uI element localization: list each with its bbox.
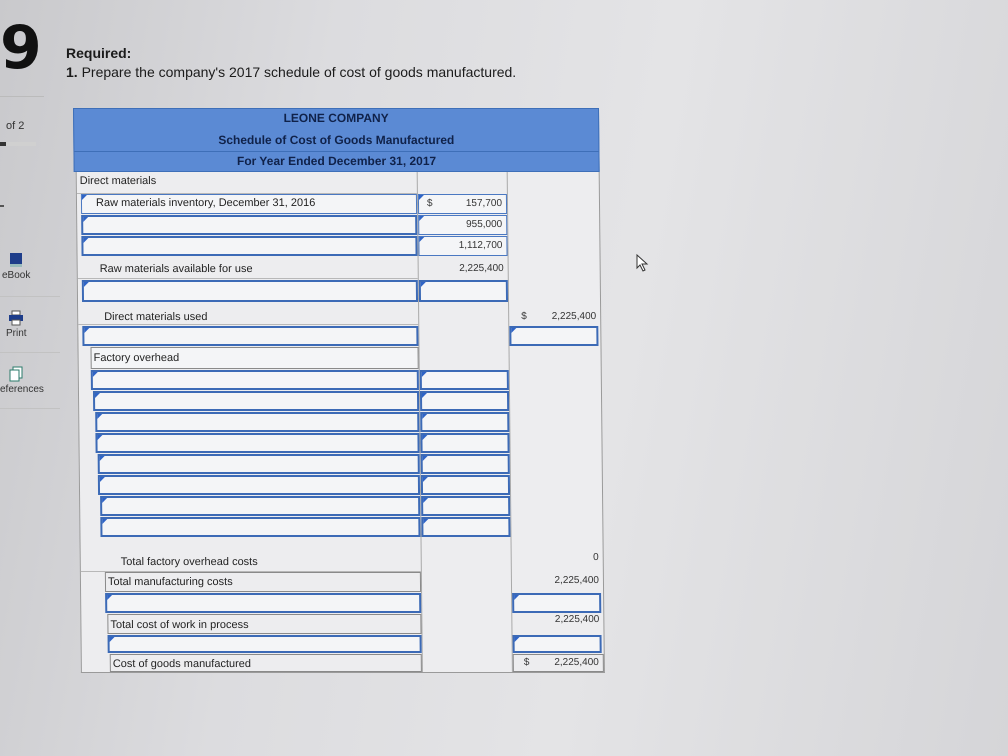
purchases-amount-field[interactable] (418, 215, 507, 235)
ebook-button[interactable] (0, 252, 60, 281)
schedule-body (76, 172, 605, 673)
table-row (79, 391, 601, 411)
required-item-text: Prepare the company's 2017 schedule of cost of goods manufactured. (81, 64, 517, 80)
subtotal-amount-field[interactable] (418, 236, 507, 256)
table-row (78, 326, 600, 346)
factory-overhead-label: Factory overhead (93, 352, 180, 364)
ebook-label: eBook (2, 270, 31, 281)
currency-sign: $ (521, 311, 527, 322)
purchases-label-field[interactable] (81, 215, 417, 235)
purchases-value: 955,000 (466, 219, 503, 230)
total-overhead-amount (512, 538, 603, 572)
overhead-item-label-field[interactable] (91, 370, 419, 390)
table-row (80, 496, 602, 516)
ending-wip-amount-field[interactable] (513, 635, 602, 653)
table-row (80, 517, 602, 537)
cogm-label-field (110, 654, 422, 672)
rail-marker (0, 205, 4, 207)
total-overhead-value: 0 (593, 552, 599, 563)
references-label: eferences (0, 384, 44, 395)
schedule-period: For Year Ended December 31, 2017 (236, 154, 437, 168)
print-label: Print (6, 328, 27, 339)
ending-rm-label-field[interactable] (82, 280, 418, 302)
mouse-cursor-icon (636, 254, 650, 272)
total-wip-label-field (107, 614, 421, 634)
table-row (82, 654, 604, 672)
table-row (81, 593, 603, 613)
table-row (82, 635, 604, 653)
overhead-item-label-field[interactable] (95, 433, 419, 453)
rm-inventory-amount-field[interactable] (418, 194, 507, 214)
ebook-icon (8, 252, 24, 268)
currency-sign: $ (523, 657, 530, 668)
total-mfg-label: Total manufacturing costs (107, 576, 233, 588)
total-overhead-label: Total factory overhead costs (120, 556, 258, 568)
rm-inventory-label-field[interactable] (81, 194, 417, 214)
total-mfg-label-field (105, 572, 421, 592)
progress-bar (0, 142, 36, 146)
direct-labor-label-field[interactable] (82, 326, 418, 346)
overhead-item-amount-field[interactable] (421, 496, 510, 516)
cogm-schedule (73, 108, 605, 672)
table-row (78, 257, 600, 279)
overhead-item-label-field[interactable] (100, 496, 420, 516)
total-mfg-value: 2,225,400 (554, 575, 600, 586)
required-item (66, 64, 516, 80)
question-number: 9 (0, 13, 42, 83)
overhead-item-amount-field[interactable] (420, 433, 509, 453)
table-row (79, 347, 601, 369)
overhead-item-amount-field[interactable] (420, 412, 509, 432)
table-row (80, 475, 602, 495)
cogm-value: 2,225,400 (554, 657, 599, 668)
rm-inventory-value: 157,700 (465, 198, 503, 209)
overhead-item-label-field[interactable] (95, 412, 419, 432)
print-button[interactable] (0, 310, 60, 339)
table-row (79, 433, 601, 453)
subtotal-label-field[interactable] (81, 236, 417, 256)
overhead-item-label-field[interactable] (98, 475, 420, 495)
table-row (79, 370, 601, 390)
label-cell (77, 172, 417, 194)
total-wip-amount (512, 614, 603, 634)
rail-divider (0, 96, 44, 97)
table-row (77, 194, 599, 214)
overhead-item-label-field[interactable] (93, 391, 419, 411)
table-row (77, 236, 599, 256)
page-indicator: of 2 (6, 120, 25, 132)
dm-used-amount (509, 303, 600, 325)
rm-available-value: 2,225,400 (459, 263, 504, 274)
required-heading: Required: (66, 45, 132, 61)
label-cell (78, 303, 418, 325)
overhead-item-label-field[interactable] (98, 454, 420, 474)
beginning-wip-amount-field[interactable] (512, 593, 601, 613)
rail-divider (0, 296, 60, 297)
table-row (81, 614, 603, 634)
dm-used-value: 2,225,400 (551, 311, 597, 322)
total-mfg-amount (512, 572, 603, 592)
label-cell (81, 538, 421, 572)
overhead-item-amount-field[interactable] (420, 391, 509, 411)
schedule-title: Schedule of Cost of Goods Manufactured (218, 133, 455, 147)
company-name: LEONE COMPANY (283, 111, 389, 125)
rm-inventory-label: Raw materials inventory, December 31, 2016 (95, 197, 316, 209)
dm-used-label: Direct materials used (104, 311, 208, 323)
table-row (81, 572, 603, 592)
references-icon (8, 366, 24, 382)
overhead-item-amount-field[interactable] (420, 370, 509, 390)
table-row (77, 172, 599, 194)
total-wip-value: 2,225,400 (554, 614, 600, 625)
beginning-wip-label-field[interactable] (105, 593, 421, 613)
table-row (80, 454, 602, 474)
direct-materials-label: Direct materials (79, 175, 157, 187)
overhead-item-amount-field[interactable] (421, 454, 510, 474)
references-button[interactable] (0, 366, 60, 395)
rm-available-amount (419, 257, 508, 279)
subtotal-value: 1,112,700 (458, 240, 503, 251)
rail-divider (0, 352, 60, 353)
ending-wip-label-field[interactable] (108, 635, 422, 653)
table-row (78, 303, 600, 325)
total-wip-label: Total cost of work in process (110, 619, 249, 631)
overhead-item-amount-field[interactable] (421, 517, 510, 537)
currency-sign: $ (426, 198, 433, 209)
table-row (79, 412, 601, 432)
cogm-amount (513, 654, 604, 672)
ending-rm-amount-field[interactable] (419, 280, 508, 302)
overhead-item-amount-field[interactable] (421, 475, 510, 495)
cogm-label: Cost of goods manufactured (112, 658, 252, 670)
print-icon (8, 310, 24, 326)
left-rail (0, 0, 62, 756)
table-row (81, 538, 603, 572)
table-row (78, 280, 600, 302)
required-item-number: 1. (66, 64, 78, 80)
table-row (77, 215, 599, 235)
rm-available-label: Raw materials available for use (99, 263, 253, 275)
direct-labor-amount-field[interactable] (509, 326, 598, 346)
schedule-header (73, 108, 600, 172)
label-cell (78, 257, 418, 279)
overhead-item-label-field[interactable] (100, 517, 420, 537)
factory-overhead-label-field[interactable] (91, 347, 419, 369)
rail-divider (0, 408, 60, 409)
